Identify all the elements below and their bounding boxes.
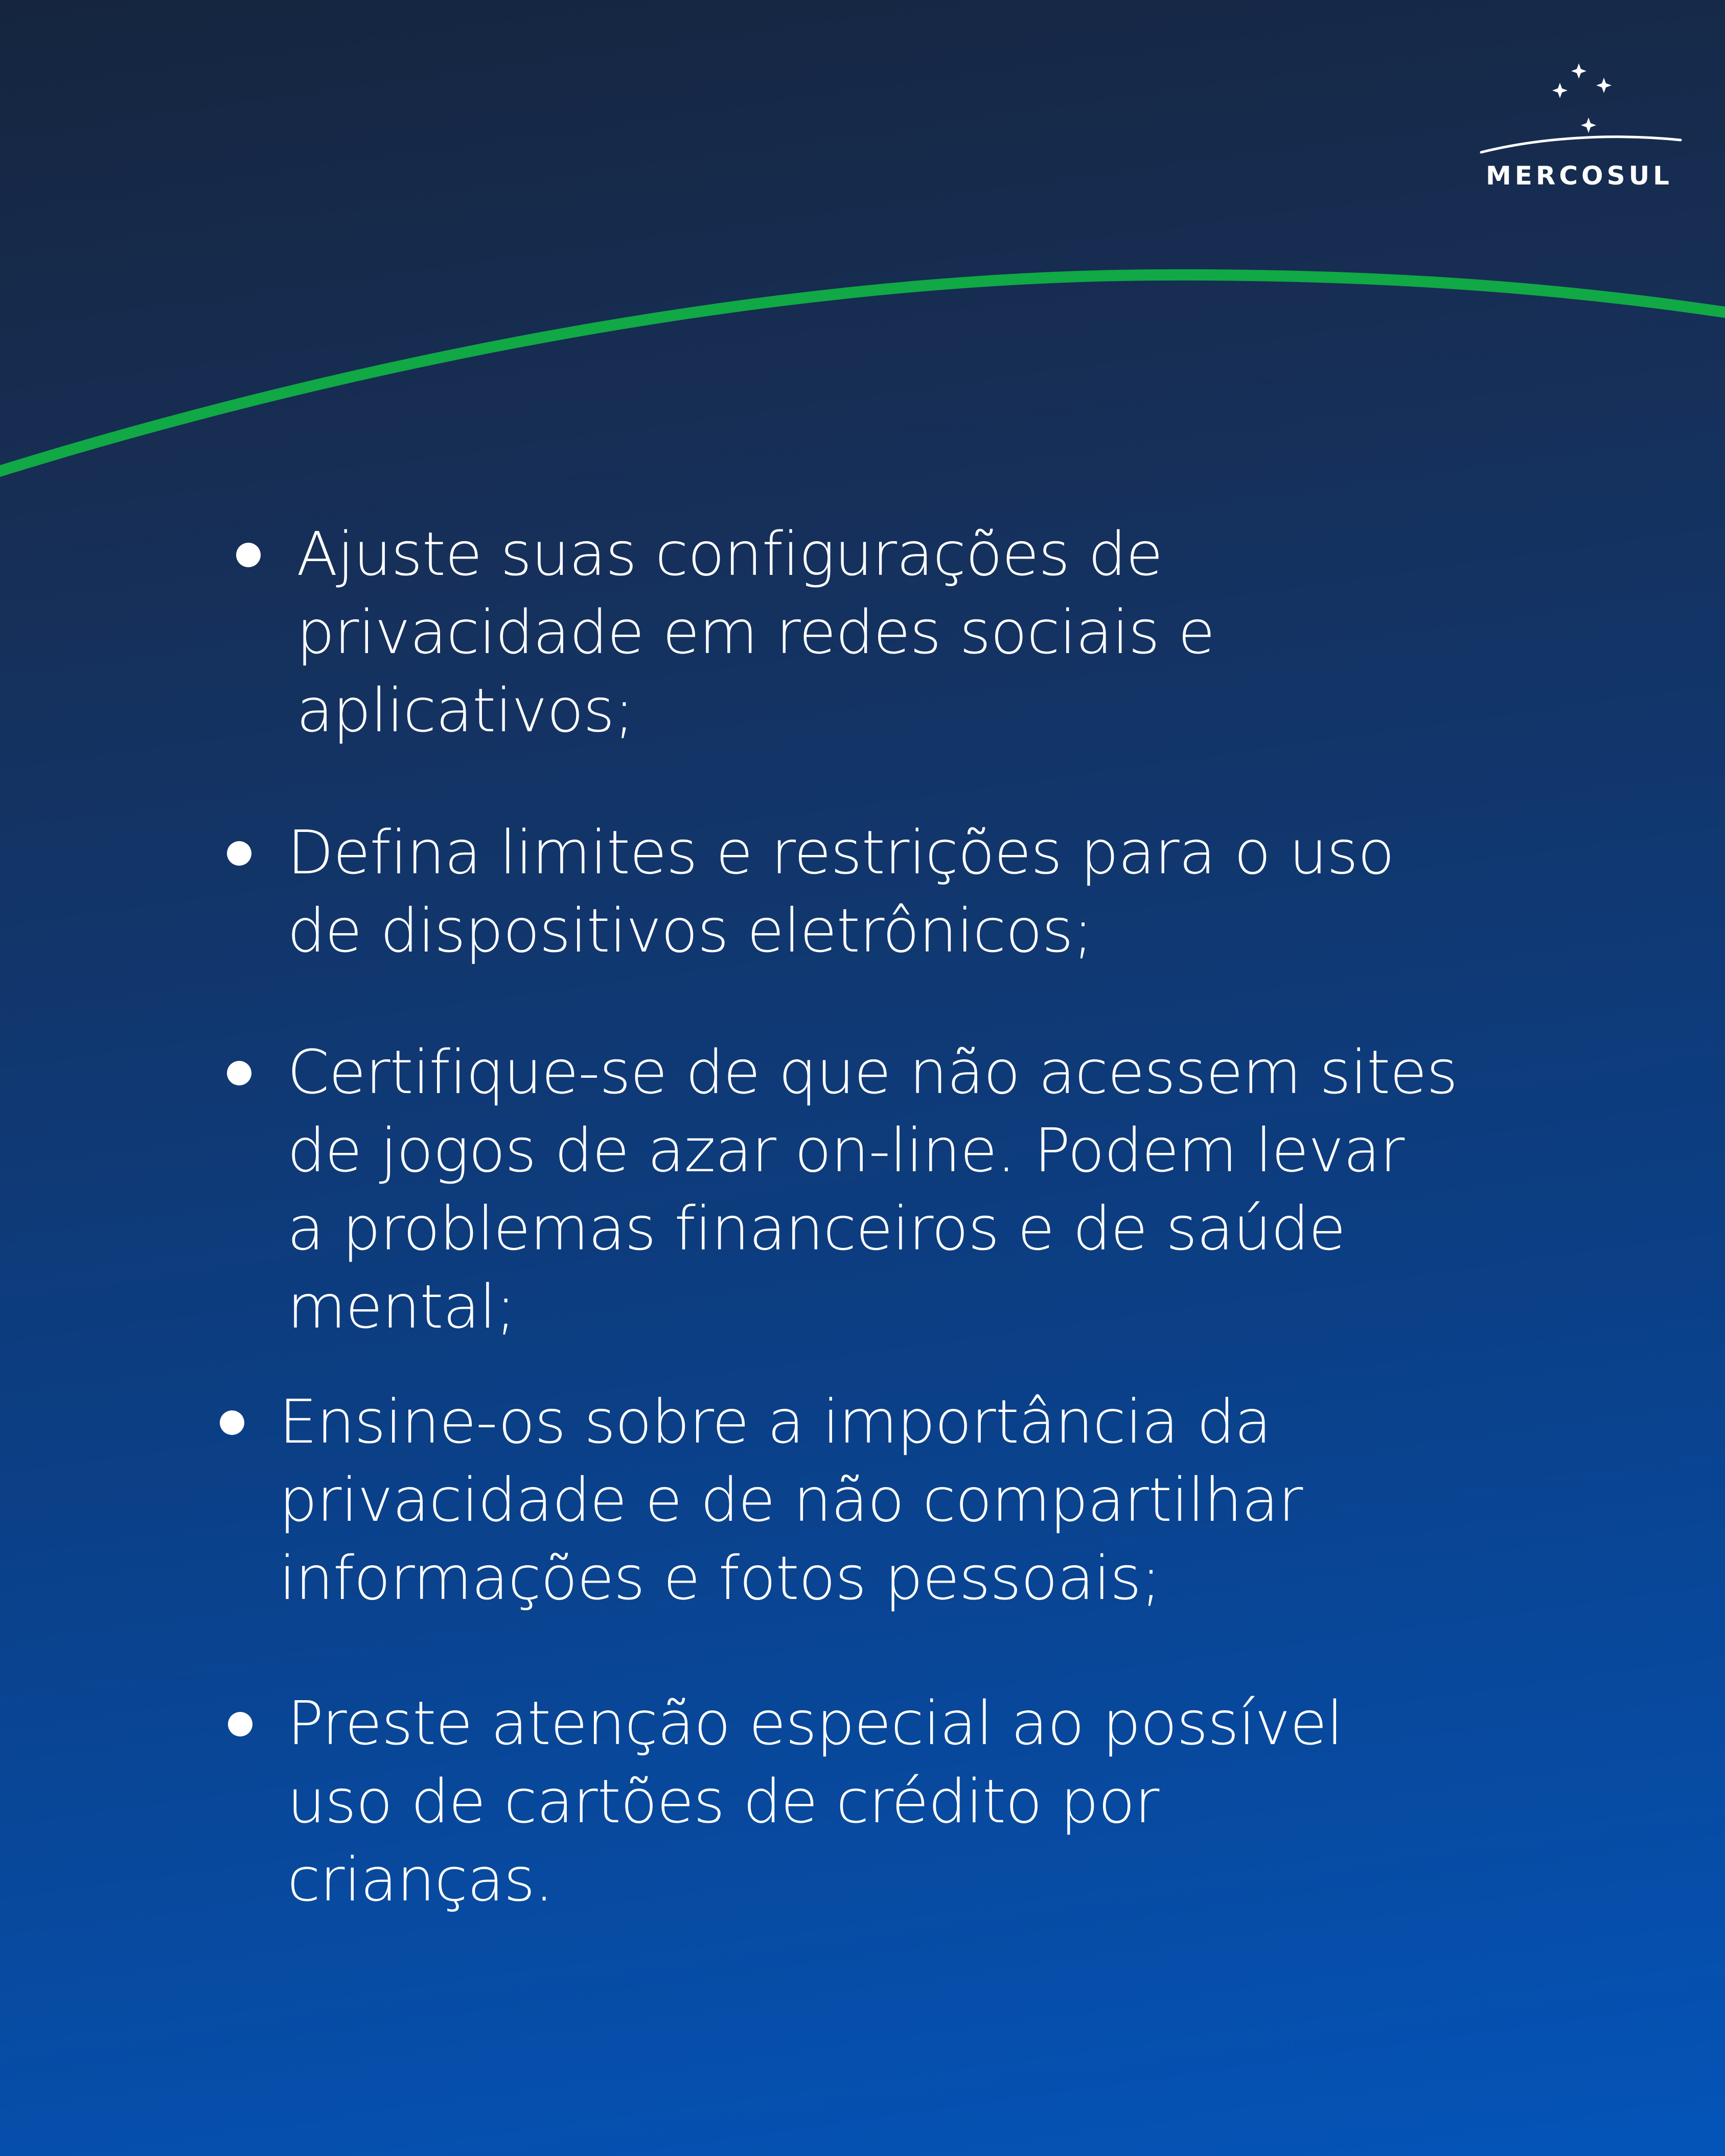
list-item-line: Certifique-se de que não acessem sites bbox=[287, 1037, 1458, 1107]
bullet-dot bbox=[236, 543, 261, 567]
list-item-text bbox=[279, 1383, 1302, 1617]
list-item-line: Defina limites e restrições para o uso bbox=[287, 817, 1394, 888]
list-item-line: privacidade em redes sociais e bbox=[296, 597, 1215, 667]
bullet-dot bbox=[220, 1410, 244, 1435]
list-item-line: de jogos de azar on-line. Podem levar bbox=[287, 1115, 1405, 1186]
list-item-line: mental; bbox=[287, 1271, 516, 1342]
list-item-line: crianças. bbox=[287, 1844, 554, 1915]
list-item-line: Ajuste suas configurações de bbox=[296, 519, 1163, 589]
list-item-line: uso de cartões de crédito por bbox=[287, 1766, 1159, 1837]
list-item-line: a problemas financeiros e de saúde bbox=[287, 1193, 1346, 1264]
list-item-line: Preste atenção especial ao possível bbox=[287, 1688, 1343, 1758]
list-item-line: privacidade e de não compartilhar bbox=[279, 1465, 1303, 1535]
bullet-dot bbox=[227, 1061, 251, 1085]
bullet-dot bbox=[227, 841, 251, 866]
logo-wordmark: MERCOSUL bbox=[1485, 161, 1673, 191]
bullet-dot bbox=[228, 1712, 252, 1736]
list-item-line: de dispositivos eletrônicos; bbox=[287, 895, 1093, 966]
list-item-text bbox=[296, 515, 1214, 750]
list-item-line: informações e fotos pessoais; bbox=[279, 1543, 1161, 1613]
list-item-text bbox=[287, 1684, 1343, 1919]
list-item-line: Ensine-os sobre a importância da bbox=[279, 1386, 1271, 1457]
list-item-text bbox=[287, 1033, 1457, 1346]
list-item-text bbox=[287, 814, 1394, 970]
list-item-line: aplicativos; bbox=[296, 675, 634, 746]
